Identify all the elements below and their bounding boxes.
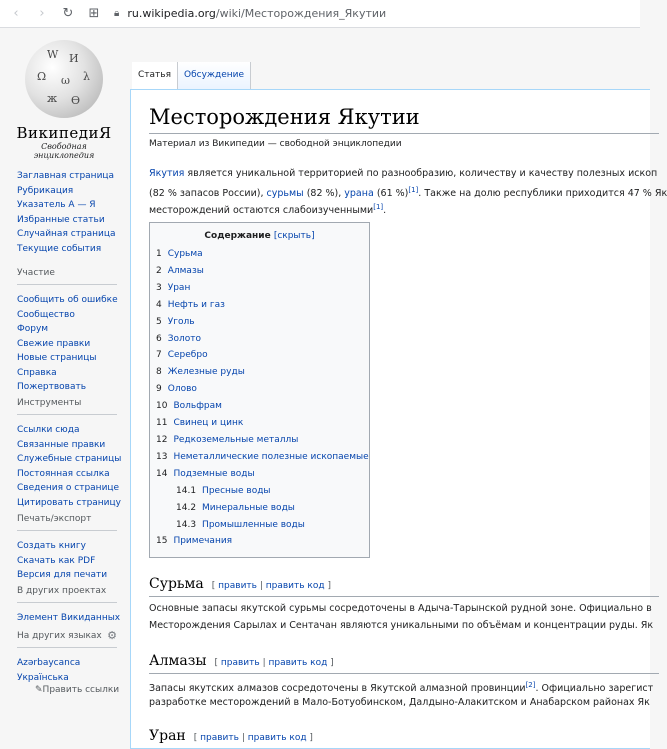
address-bar[interactable] [114,7,386,20]
sidebar-item-random[interactable]: Случайная страница [17,229,116,239]
sidebar-item-print-version[interactable]: Версия для печати [17,570,108,580]
edit-button[interactable]: править [220,658,260,668]
toc-title: Содержание [скрыть] [204,231,315,241]
toc-item-label: Пресные воды [202,485,271,496]
toc-item[interactable] [150,398,369,415]
sidebar-item-current-events[interactable]: Текущие события [17,243,102,254]
site-subtitle: Материал из Википедии — свободной энциклопедии [149,139,402,149]
projects-portal [17,586,127,626]
toc-item[interactable] [150,533,369,550]
toc-item-number: 15 [156,536,168,547]
edit-links-button[interactable] [35,685,127,695]
toc-item-label: Серебро [167,350,208,361]
edit-links-label: Править ссылки [42,685,120,695]
sidebar-item-new-pages[interactable]: Новые страницы [17,353,97,363]
toc-item-number: 10 [156,401,168,412]
toc-item-label: Редкоземельные металлы [173,434,299,445]
divider [149,673,659,674]
section-edit-links: [ править | править код ] [214,658,334,668]
toc-item-number: 5 [156,316,162,327]
table-of-contents [149,222,370,558]
url-path: /wiki/Месторождения_Якутии [215,7,387,20]
section-edit-links: [ править | править код ] [193,733,313,743]
sidebar-item-lang-uk[interactable]: Українська [17,672,69,683]
sidebar-item-help[interactable]: Справка [17,367,57,378]
toc-item[interactable] [150,500,369,517]
tools-portal [17,398,127,510]
sidebar-item-featured[interactable]: Избранные статьи [17,214,105,225]
toc-item[interactable] [150,381,369,398]
sidebar [0,28,128,745]
link-uranium[interactable]: урана [344,188,374,200]
divider [17,414,117,415]
print-portal [17,514,127,583]
page-tabs [132,62,251,90]
toc-item[interactable] [150,263,369,280]
sidebar-item-index[interactable]: Указатель А — Я [17,200,96,210]
toc-item[interactable] [150,331,369,348]
sidebar-item-download-pdf[interactable]: Скачать как PDF [17,555,96,566]
toc-item-number: 13 [156,451,168,462]
toc-item-label: Неметаллические полезные ископаемые [173,451,369,462]
toc-item[interactable] [150,466,369,483]
back-icon[interactable]: ‹ [13,6,19,21]
sidebar-item-permanent-link[interactable]: Постоянная ссылка [17,468,110,479]
toc-item[interactable] [150,432,369,449]
toc-item-number: 7 [156,350,162,361]
toc-item-label: Олово [167,384,197,395]
section-heading-diamonds: Алмазы [ править | править код ] [149,653,334,669]
edit-button[interactable]: править [218,581,257,591]
sidebar-item-report-error[interactable]: Сообщить об ошибке [17,295,118,305]
logo-title: ВикипедиЯ [16,124,112,142]
section-edit-links: [ править | править код ] [211,581,331,591]
toc-item-label: Подземные воды [173,468,255,479]
sidebar-item-main-page[interactable]: Заглавная страница [17,171,115,181]
apps-grid-icon[interactable]: ⊞ [88,6,100,21]
main-content [130,89,667,749]
globe-icon: W И Ω ω λ ж Ѳ [25,40,103,118]
toc-item-label: Нефть и газ [167,299,225,310]
reference-2[interactable]: [2] [525,681,536,689]
toc-item-number: 4 [156,299,162,310]
toc-item-label: Минеральные воды [202,502,295,513]
sidebar-item-related-changes[interactable]: Связанные правки [17,439,106,450]
toc-item-number: 3 [156,282,162,293]
languages-portal [17,629,127,695]
toc-item-number: 14.1 [176,485,197,496]
participation-portal [17,268,127,395]
sidebar-item-recent-changes[interactable]: Свежие правки [17,338,91,349]
edit-code-button[interactable]: править код [265,581,325,591]
sidebar-item-special-pages[interactable]: Служебные страницы [17,454,122,464]
toc-list [150,246,369,550]
toc-item-label: Вольфрам [173,401,222,412]
section-heading-antimony: Сурьма [ править | править код ] [149,576,331,592]
toc-item-label: Железные руды [167,367,245,378]
sidebar-item-create-book[interactable]: Создать книгу [17,541,86,551]
portal-heading-tools: Инструменты [17,398,82,408]
sidebar-item-community[interactable]: Сообщество [17,309,75,320]
sidebar-item-lang-az[interactable]: Azərbaycanca [17,658,81,668]
toc-item[interactable] [150,415,369,432]
pencil-icon: ✎ [35,685,43,695]
toc-item-number: 6 [156,333,162,344]
sidebar-item-what-links-here[interactable]: Ссылки сюда [17,425,80,435]
toc-item[interactable] [150,483,369,500]
nav-portal [17,169,127,256]
toc-item-number: 2 [156,265,162,276]
edit-code-button[interactable]: править код [247,733,307,743]
portal-heading-participation: Участие [17,268,55,278]
sidebar-item-page-info[interactable]: Сведения о странице [17,483,120,493]
edit-code-button[interactable]: править код [268,658,328,668]
toc-item-label: Свинец и цинк [173,418,244,429]
toc-item-number: 8 [156,367,162,378]
intro-line-3: месторождений остаются слабоизученными[1]. [149,203,387,217]
toc-item-label: Сурьма [167,249,203,259]
toc-item[interactable] [150,347,369,364]
link-yakutia[interactable]: Якутия [149,168,185,179]
toc-item-label: Примечания [173,536,233,547]
reload-icon[interactable]: ↻ [62,6,74,21]
toc-item-number: 9 [156,384,162,395]
logo-subtitle: Свободная энциклопедия [33,142,95,160]
gear-icon[interactable]: ⚙ [107,629,117,642]
antimony-line-1: Основные запасы якутской сурьмы сосредоточены в Адыча-Тарынской рудной зоне. Официально в [149,603,652,614]
toc-item-number: 14.3 [176,519,197,530]
edit-button[interactable]: править [200,733,239,743]
toc-item-number: 11 [156,418,168,429]
forward-icon[interactable]: › [39,6,45,21]
portal-heading-languages: На других языках [17,630,102,641]
divider [17,602,117,603]
sidebar-item-donate[interactable]: Пожертвовать [17,382,87,392]
portal-heading-projects: В других проектах [17,586,107,596]
reference-1[interactable]: [1] [408,186,419,194]
toc-toggle[interactable]: [скрыть] [273,231,315,241]
toc-item-label: Золото [167,333,202,344]
section-heading-uranium: Уран [ править | править код ] [149,728,313,744]
divider [17,284,117,285]
portal-heading-print: Печать/экспорт [17,514,92,524]
toc-item[interactable] [150,297,369,314]
toc-item-number: 14 [156,468,168,479]
toc-item-number: 1 [156,249,162,259]
toc-item-label: Уголь [167,316,195,327]
toc-item-label: Алмазы [167,265,204,276]
divider [17,530,117,531]
intro-line-2: (82 % запасов России), сурьмы (82 %), урана (61 %)[1]. Также на долю республики приходится 47 % Як [149,186,667,200]
toc-item[interactable] [150,449,369,466]
link-antimony[interactable]: сурьмы [266,188,304,200]
sidebar-item-forum[interactable]: Форум [17,324,49,334]
divider [149,596,659,597]
toc-item[interactable] [150,314,369,331]
lock-icon: 🔒︎ [114,8,120,19]
url-host: ru.wikipedia.org [127,7,216,20]
intro-line-1: Якутия является уникальной территорией по разнообразию, количеству и качеству полезных ископ [149,168,658,179]
toc-item-number: 14.2 [176,502,197,513]
divider [17,647,117,648]
toc-item-label: Уран [167,282,191,293]
toc-item-number: 12 [156,434,168,445]
diamonds-line-2: разработке месторождений в Мало-Ботуобинском, Далдыно-Алакитском и Анабарском районах Як [149,697,650,708]
diamonds-line-1: Запасы якутских алмазов сосредоточены в Якутской алмазной провинции[2]. Официально зарегист [149,681,654,695]
tab-article[interactable]: Статья [132,62,178,90]
sidebar-item-wikidata[interactable]: Элемент Викиданных [17,613,121,623]
reference-1[interactable]: [1] [373,203,384,211]
toc-item[interactable] [150,246,369,263]
wikipedia-logo[interactable] [14,40,114,180]
toc-item[interactable] [150,517,369,534]
sidebar-item-cite-page[interactable]: Цитировать страницу [17,497,121,508]
antimony-line-2: Месторождения Сарылах и Сентачан являются уникальными по объёмам и концентрации руды. Як [149,620,654,631]
toc-item[interactable] [150,280,369,297]
browser-toolbar [0,0,640,28]
page-title: Месторождения Якутии [149,105,420,129]
toc-item[interactable] [150,364,369,381]
divider [149,133,659,134]
toc-item-label: Промышленные воды [202,519,305,530]
sidebar-item-categories[interactable]: Рубрикация [17,185,74,196]
tab-discussion[interactable]: Обсуждение [178,62,251,90]
